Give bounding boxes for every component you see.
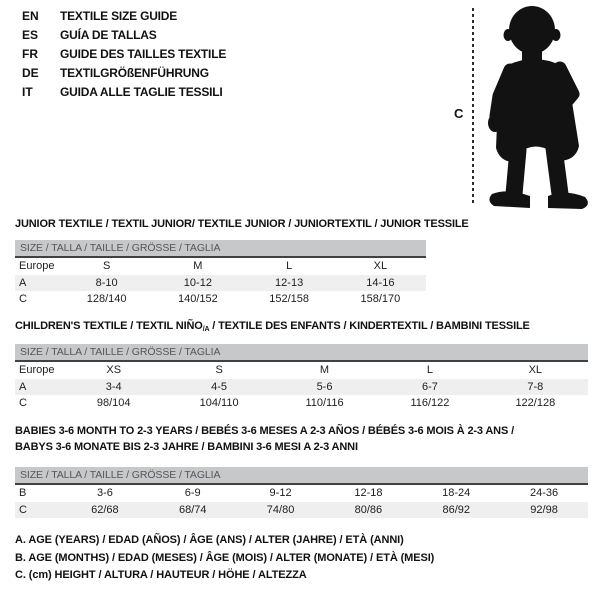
footnote: B. AGE (MONTHS) / EDAD (MESES) / ÂGE (MOIS) / ALTER (MONATE) / ETÀ (MESI) bbox=[15, 551, 435, 564]
table-cell: 8-10 bbox=[95, 276, 118, 289]
table-cell: XS bbox=[106, 364, 122, 376]
language-code: DE bbox=[22, 66, 39, 80]
table-cell: M bbox=[319, 364, 330, 376]
table-row bbox=[15, 362, 588, 379]
language-code: EN bbox=[22, 9, 39, 23]
section-title bbox=[15, 216, 469, 232]
table-cell: 110/116 bbox=[305, 397, 344, 409]
size-table bbox=[15, 240, 426, 308]
section-title bbox=[15, 318, 588, 336]
section-children bbox=[15, 318, 588, 412]
table-cell: 122/128 bbox=[515, 397, 556, 409]
guide-title: GUIDA ALLE TAGLIE TESSILI bbox=[60, 85, 223, 99]
table-cell: 12-18 bbox=[354, 487, 383, 499]
table-row bbox=[15, 258, 426, 275]
subscript-text: /A bbox=[202, 326, 210, 333]
row-label: C bbox=[19, 397, 27, 409]
table-row bbox=[15, 485, 588, 502]
table-cell: 10-12 bbox=[183, 276, 212, 289]
size-table-header: SIZE / TALLA / TAILLE / GRÖSSE / TAGLIA bbox=[15, 467, 588, 485]
row-label: C bbox=[19, 293, 27, 305]
table-cell: 74/80 bbox=[266, 503, 295, 516]
size-table-header: SIZE / TALLA / TAILLE / GRÖSSE / TAGLIA bbox=[15, 240, 426, 258]
section-junior bbox=[15, 216, 469, 308]
row-label: A bbox=[19, 380, 27, 393]
table-cell: 68/74 bbox=[178, 503, 207, 516]
table-cell: 3-6 bbox=[96, 487, 113, 499]
table-cell: 98/104 bbox=[96, 397, 131, 409]
table-cell: S bbox=[215, 364, 223, 376]
table-cell: XL bbox=[528, 364, 543, 376]
section-babies bbox=[15, 423, 588, 518]
size-table bbox=[15, 344, 588, 412]
language-row bbox=[22, 64, 226, 83]
table-cell: 6-9 bbox=[184, 487, 201, 499]
table-cell: XL bbox=[373, 260, 388, 272]
language-code: ES bbox=[22, 28, 39, 42]
section-title-line: JUNIOR TEXTILE / TEXTIL JUNIOR/ TEXTILE JUNIOR / JUNIORTEXTIL / JUNIOR TESSILE bbox=[15, 218, 469, 230]
table-cell: 5-6 bbox=[316, 380, 333, 393]
table-cell: 12-13 bbox=[275, 276, 304, 289]
table-cell: 86/92 bbox=[442, 503, 470, 516]
table-cell: 80/86 bbox=[354, 503, 383, 516]
row-label: A bbox=[19, 276, 27, 289]
height-measure-label: C bbox=[454, 106, 464, 121]
table-cell: 3-4 bbox=[105, 380, 122, 393]
language-code: IT bbox=[22, 85, 33, 99]
table-cell: L bbox=[286, 260, 293, 272]
table-cell: 18-24 bbox=[442, 487, 471, 499]
section-title bbox=[15, 423, 588, 455]
guide-title: GUIDE DES TAILLES TEXTILE bbox=[60, 47, 227, 61]
baby-silhouette-icon bbox=[482, 4, 596, 212]
table-cell: 14-16 bbox=[366, 276, 395, 289]
section-title-line: CHILDREN'S TEXTILE / TEXTIL NIÑO/A / TEXTILE DES ENFANTS / KINDERTEXTIL / BAMBINI TESSILE bbox=[15, 320, 530, 333]
table-row bbox=[15, 291, 426, 308]
table-cell: L bbox=[426, 364, 433, 376]
footnote: A. AGE (YEARS) / EDAD (AÑOS) / ÂGE (ANS) / ALTER (JAHRE) / ETÀ (ANNI) bbox=[15, 534, 404, 546]
row-label: C bbox=[19, 503, 27, 516]
language-row bbox=[22, 45, 226, 64]
table-cell: 6-7 bbox=[421, 380, 438, 393]
table-cell: 128/140 bbox=[86, 293, 127, 305]
row-label: B bbox=[19, 487, 27, 499]
table-cell: 140/152 bbox=[177, 293, 218, 305]
language-list bbox=[22, 7, 226, 102]
table-row bbox=[15, 395, 588, 412]
table-cell: 92/98 bbox=[530, 503, 558, 516]
language-row bbox=[22, 83, 226, 102]
table-row bbox=[15, 502, 588, 519]
guide-title: TEXTILE SIZE GUIDE bbox=[60, 9, 178, 23]
table-cell: 116/122 bbox=[410, 397, 450, 409]
table-cell: 152/158 bbox=[269, 293, 309, 305]
size-table-header: SIZE / TALLA / TAILLE / GRÖSSE / TAGLIA bbox=[15, 344, 588, 362]
table-cell: 24-36 bbox=[529, 487, 559, 499]
size-table bbox=[15, 467, 588, 518]
table-cell: M bbox=[193, 260, 203, 272]
guide-title: GUÍA DE TALLAS bbox=[60, 28, 157, 42]
table-cell: 104/110 bbox=[199, 397, 239, 409]
table-row bbox=[15, 379, 588, 396]
table-cell: 62/68 bbox=[91, 503, 119, 516]
footnote: C. (cm) HEIGHT / ALTURA / HAUTEUR / HÖHE / ALTEZZA bbox=[15, 569, 307, 581]
table-cell: 4-5 bbox=[211, 380, 228, 393]
table-row bbox=[15, 275, 426, 292]
section-title-line: BABIES 3-6 MONTH TO 2-3 YEARS / BEBÉS 3-6 MESES A 2-3 AÑOS / BÉBÉS 3-6 MOIS À 2-3 ANS / bbox=[15, 425, 514, 437]
language-code: FR bbox=[22, 47, 38, 61]
guide-title: TEXTILGRÖßENFÜHRUNG bbox=[60, 66, 209, 80]
row-label: Europe bbox=[19, 260, 55, 272]
table-cell: S bbox=[102, 260, 111, 272]
height-dashed-line bbox=[472, 8, 474, 206]
language-row bbox=[22, 7, 226, 26]
language-row bbox=[22, 26, 226, 45]
footnotes bbox=[15, 532, 434, 585]
table-cell: 7-8 bbox=[527, 380, 544, 393]
section-title-line: BABYS 3-6 MONATE BIS 2-3 JAHRE / BAMBINI 3-6 MESI A 2-3 ANNI bbox=[15, 441, 358, 453]
table-cell: 9-12 bbox=[269, 487, 292, 499]
row-label: Europe bbox=[19, 364, 55, 376]
table-cell: 158/170 bbox=[360, 293, 401, 305]
